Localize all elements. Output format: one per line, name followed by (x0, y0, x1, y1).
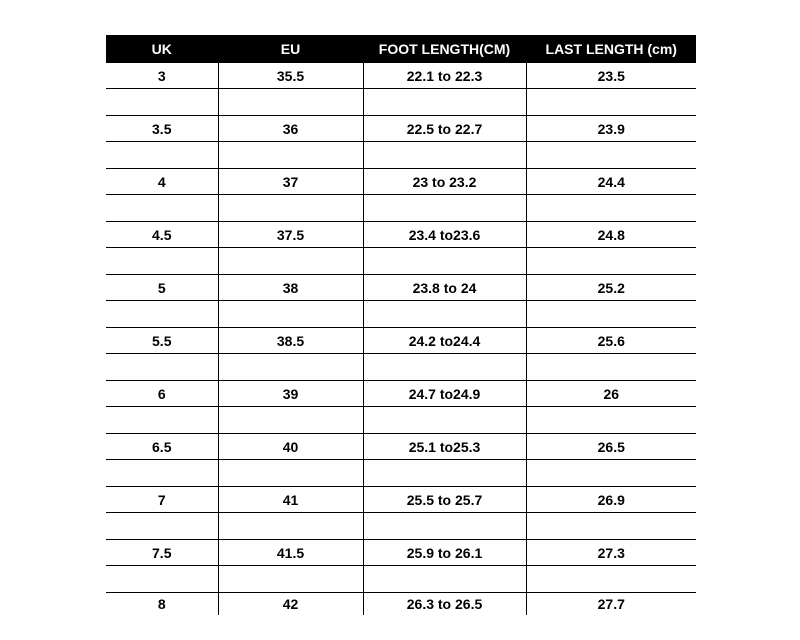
cell-last-length: 25.2 (526, 275, 696, 301)
table-row (106, 169, 696, 195)
empty-cell (218, 354, 363, 381)
empty-cell (106, 142, 218, 169)
empty-cell (526, 460, 696, 487)
empty-cell (363, 142, 526, 169)
cell-uk: 3.5 (106, 116, 218, 142)
cell-foot-length: 22.1 to 22.3 (363, 63, 526, 89)
empty-cell (106, 89, 218, 116)
cell-foot-length: 25.1 to25.3 (363, 434, 526, 460)
empty-cell (218, 301, 363, 328)
cell-uk: 8 (157, 596, 166, 612)
cell-eu: 38.5 (218, 328, 363, 354)
cell-uk: 6.5 (106, 434, 218, 460)
cell-uk: 3 (106, 63, 218, 89)
empty-cell (106, 195, 218, 222)
empty-cell (363, 513, 526, 540)
empty-cell (218, 407, 363, 434)
cell-uk: 4 (106, 169, 218, 195)
cell-uk: 7.5 (106, 540, 218, 566)
spacer-row (106, 142, 696, 169)
cell-last-length: 24.8 (526, 222, 696, 248)
cell-eu: 41 (218, 487, 363, 513)
cell-eu: 40 (218, 434, 363, 460)
cell-foot-length: 24.7 to24.9 (363, 381, 526, 407)
table-row (106, 434, 696, 460)
empty-cell (218, 460, 363, 487)
spacer-row (106, 248, 696, 275)
cell-uk: 5.5 (106, 328, 218, 354)
empty-cell (526, 195, 696, 222)
header-last-length: LAST LENGTH (cm) (526, 35, 696, 63)
table-body (106, 63, 696, 615)
empty-cell (526, 89, 696, 116)
empty-cell (106, 566, 218, 593)
cell-last-length: 23.5 (526, 63, 696, 89)
empty-cell (526, 301, 696, 328)
cell-last-length: 25.6 (526, 328, 696, 354)
spacer-row (106, 195, 696, 222)
cell-eu: 38 (218, 275, 363, 301)
spacer-row (106, 89, 696, 116)
empty-cell (363, 407, 526, 434)
empty-cell (526, 513, 696, 540)
spacer-row (106, 301, 696, 328)
empty-cell (363, 354, 526, 381)
empty-cell (526, 354, 696, 381)
cell-uk: 5 (106, 275, 218, 301)
table-row (106, 487, 696, 513)
header-uk: UK (106, 35, 218, 63)
cell-foot-length: 22.5 to 22.7 (363, 116, 526, 142)
empty-cell (218, 566, 363, 593)
header-eu: EU (218, 35, 363, 63)
cell-uk: 4.5 (106, 222, 218, 248)
table-row (106, 222, 696, 248)
cell-last-length: 26.5 (526, 434, 696, 460)
cell-foot-length: 26.3 to 26.5 (363, 593, 526, 616)
table-row (106, 593, 696, 616)
empty-cell (363, 248, 526, 275)
table-row (106, 275, 696, 301)
cell-foot-length: 23 to 23.2 (363, 169, 526, 195)
spacer-row (106, 460, 696, 487)
cell-uk: 7 (106, 487, 218, 513)
empty-cell (363, 460, 526, 487)
empty-cell (106, 248, 218, 275)
header-foot-length: FOOT LENGTH(CM) (363, 35, 526, 63)
empty-cell (363, 89, 526, 116)
cell-eu: 41.5 (218, 540, 363, 566)
empty-cell (363, 195, 526, 222)
size-chart-table (106, 35, 696, 615)
spacer-row (106, 566, 696, 593)
empty-cell (106, 460, 218, 487)
empty-cell (526, 248, 696, 275)
cell-foot-length: 23.4 to23.6 (363, 222, 526, 248)
empty-cell (106, 513, 218, 540)
empty-cell (106, 354, 218, 381)
cell-last-length: 24.4 (526, 169, 696, 195)
empty-cell (218, 248, 363, 275)
cell-foot-length: 23.8 to 24 (363, 275, 526, 301)
table-row (106, 381, 696, 407)
table-row (106, 540, 696, 566)
table-row (106, 63, 696, 89)
cell-eu: 39 (218, 381, 363, 407)
table-row (106, 328, 696, 354)
cell-eu: 36 (218, 116, 363, 142)
cell-last-length: 27.7 (526, 593, 696, 616)
cell-foot-length: 25.9 to 26.1 (363, 540, 526, 566)
cell-eu: 42 (218, 593, 363, 616)
table-row (106, 116, 696, 142)
cell-last-length: 27.3 (526, 540, 696, 566)
empty-cell (218, 513, 363, 540)
spacer-row (106, 354, 696, 381)
spacer-row (106, 513, 696, 540)
empty-cell (526, 142, 696, 169)
cell-eu: 37 (218, 169, 363, 195)
cell-eu: 35.5 (218, 63, 363, 89)
cell-foot-length: 24.2 to24.4 (363, 328, 526, 354)
cell-uk: 6 (106, 381, 218, 407)
empty-cell (218, 195, 363, 222)
empty-cell (363, 566, 526, 593)
spacer-row (106, 407, 696, 434)
cell-foot-length: 25.5 to 25.7 (363, 487, 526, 513)
cell-last-length: 26 (526, 381, 696, 407)
empty-cell (106, 407, 218, 434)
empty-cell (363, 301, 526, 328)
empty-cell (526, 566, 696, 593)
empty-cell (526, 407, 696, 434)
empty-cell (218, 89, 363, 116)
cell-eu: 37.5 (218, 222, 363, 248)
empty-cell (106, 301, 218, 328)
cell-last-length: 23.9 (526, 116, 696, 142)
empty-cell (218, 142, 363, 169)
cell-last-length: 26.9 (526, 487, 696, 513)
header-row (106, 35, 696, 63)
